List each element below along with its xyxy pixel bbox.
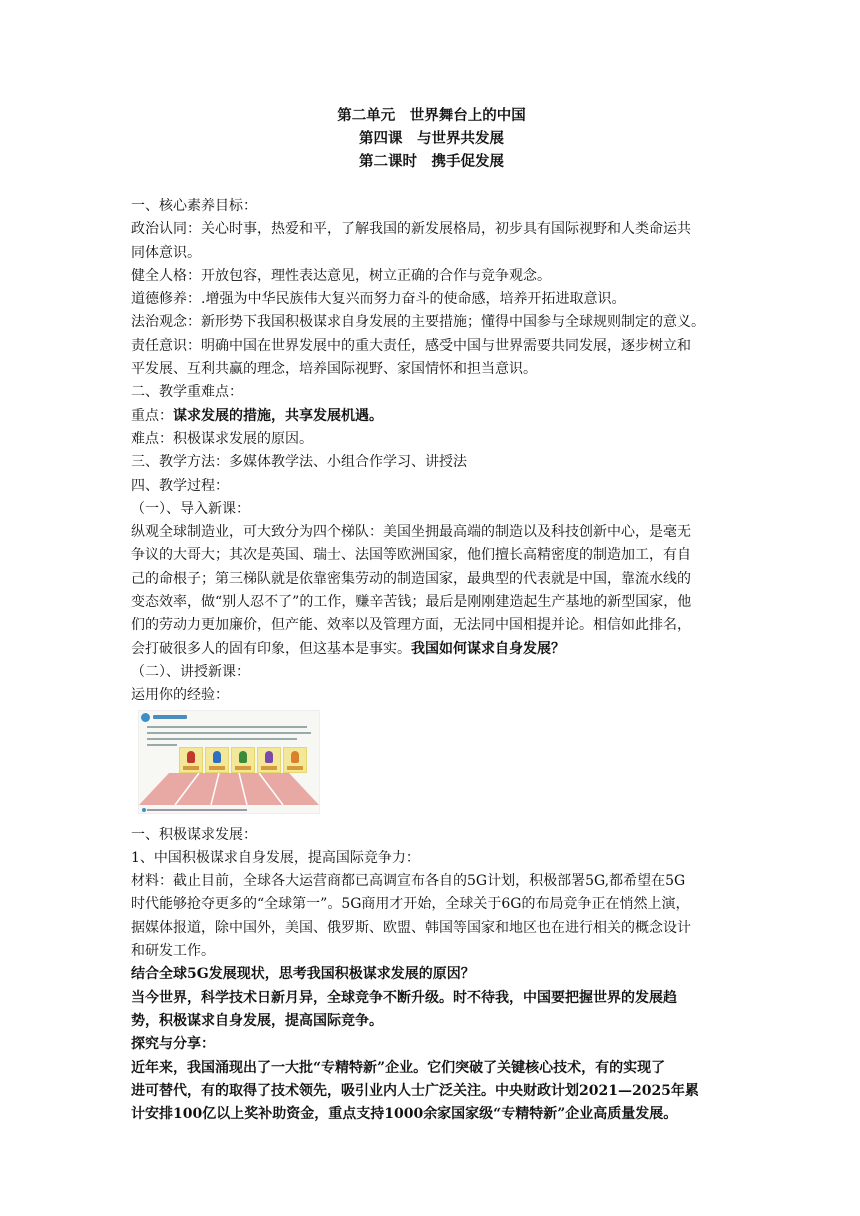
text-run: 和研发工作。 [131, 943, 215, 960]
text-run: 道德修养：.增强为中华民族伟大复兴而努力奋斗的使命感，培养开拓进取意识。 [131, 291, 626, 308]
text-line [131, 614, 732, 637]
text-line [131, 242, 732, 265]
text-line [131, 195, 732, 218]
body-text-after-figure [131, 824, 732, 1127]
runner-label [235, 766, 251, 770]
bold-text-run: 结合全球5G发展现状，思考我国积极谋求发展的原因？ [131, 966, 475, 983]
bold-text-run: 我国如何谋求自身发展？ [411, 640, 565, 657]
text-line [131, 870, 732, 893]
text-line [131, 893, 732, 916]
text-line [131, 521, 732, 544]
runner-figure-icon [265, 751, 273, 763]
bold-text-run: 探究与分享： [131, 1036, 215, 1053]
text-run: 们的劳动力更加廉价，但产能、效率以及管理方面，无法同中国相提并论。相信如此排名， [131, 617, 691, 634]
text-run: 据媒体报道，除中国外，美国、俄罗斯、欧盟、韩国等国家和地区也在进行相关的概念设计 [131, 919, 691, 936]
text-line [131, 824, 732, 847]
text-run: 重点： [131, 407, 173, 424]
text-line [131, 661, 732, 684]
document-titles [131, 104, 732, 173]
runner-tile [283, 747, 307, 773]
text-line [131, 335, 732, 358]
text-run: 会打破很多人的固有印象，但这基本是事实。 [131, 640, 411, 657]
bold-text-run: 势，积极谋求自身发展，提高国际竞争。 [131, 1012, 383, 1029]
text-run: 争议的大哥大；其次是英国、瑞士、法国等欧洲国家，他们擅长高精密度的制造加工，有自 [131, 547, 691, 564]
text-line [131, 475, 732, 498]
text-line [131, 544, 732, 567]
runner-figure-icon [187, 751, 195, 763]
text-run: 纵观全球制造业，可大致分为四个梯队：美国坐拥最高端的制造以及科技创新中心，是毫无 [131, 524, 691, 541]
experience-illustration [138, 710, 320, 814]
text-line [131, 591, 732, 614]
text-line [131, 940, 732, 963]
text-run: 二、教学重难点： [131, 384, 243, 401]
runner-figure-icon [239, 751, 247, 763]
text-run: 三、教学方法：多媒体教学法、小组合作学习、讲授法 [131, 454, 467, 471]
text-run: 难点：积极谋求发展的原因。 [131, 430, 313, 447]
runner-tile [231, 747, 255, 773]
running-track-graphic [139, 773, 319, 805]
text-line [131, 1033, 732, 1056]
text-run: 时代能够抢夺更多的“全球第一”。5G商用才开始，全球关于6G的布局竞争正在悄然上演， [131, 896, 690, 913]
figure-caption-icon [142, 808, 146, 812]
bold-text-run: 近年来，我国涌现出了一大批“专精特新”企业。它们突破了关键核心技术，有的实现了 [131, 1059, 666, 1076]
runner-label [261, 766, 277, 770]
text-line [131, 684, 732, 707]
runner-tile [179, 747, 203, 773]
figure-logo-icon [141, 713, 150, 722]
text-line [131, 218, 732, 241]
unit-title: 第二单元 世界舞台上的中国 [337, 107, 526, 124]
figure-text-line [147, 732, 311, 734]
runner-label [287, 766, 303, 770]
runner-figure-icon [213, 751, 221, 763]
text-line [131, 265, 732, 288]
text-run: 四、教学过程： [131, 477, 229, 494]
text-line [131, 917, 732, 940]
text-line [131, 963, 732, 986]
text-line [131, 1080, 732, 1103]
text-line [131, 1010, 732, 1033]
runner-figure-icon [291, 751, 299, 763]
text-line [131, 381, 732, 404]
text-run: 运用你的经验： [131, 687, 229, 704]
bold-text-run: 谋求发展的措施，共享发展机遇。 [173, 407, 383, 424]
runner-label [183, 766, 199, 770]
figure-runner-tiles [179, 747, 307, 773]
text-run: 同体意识。 [131, 244, 201, 261]
text-run: 一、积极谋求发展： [131, 826, 257, 843]
figure-text-line [147, 744, 177, 746]
text-line [131, 987, 732, 1010]
text-line [131, 568, 732, 591]
text-line [131, 847, 732, 870]
text-run: 平发展、互利共赢的理念，培养国际视野、家国情怀和担当意识。 [131, 361, 537, 378]
figure-caption-line [147, 809, 247, 811]
bold-text-run: 进可替代，有的取得了技术领先，吸引业内人士广泛关注。中央财政计划2021—2025年累 [131, 1082, 699, 1099]
text-run: 变态效率，做“别人忍不了”的工作，赚辛苦钱；最后是刚刚建造起生产基地的新型国家，他 [131, 594, 692, 611]
bold-text-run: 计安排100亿以上奖补助资金，重点支持1000余家国家级“专精特新”企业高质量发展。 [131, 1106, 678, 1123]
text-run: 健全人格：开放包容，理性表达意见，树立正确的合作与竞争观念。 [131, 267, 551, 284]
text-run: 己的命根子；第三梯队就是依靠密集劳动的制造国家，最典型的代表就是中国，靠流水线的 [131, 570, 691, 587]
text-line [131, 638, 732, 661]
text-run: 材料：截止目前，全球各大运营商都已高调宣布各自的5G计划，积极部署5G,都希望在5G [131, 873, 686, 890]
bold-text-run: 当今世界，科学技术日新月异，全球竞争不断升级。时不待我，中国要把握世界的发展趋 [131, 989, 677, 1006]
period-title: 第二课时 携手促发展 [359, 153, 504, 170]
text-line [131, 405, 732, 428]
text-run: 责任意识：明确中国在世界发展中的重大责任，感受中国与世界需要共同发展，逐步树立和 [131, 337, 691, 354]
text-line [131, 428, 732, 451]
text-run: （一）、导入新课： [131, 500, 250, 517]
figure-text-line [147, 738, 297, 740]
runner-tile [205, 747, 229, 773]
runner-tile [257, 747, 281, 773]
text-line [131, 288, 732, 311]
lesson-title: 第四课 与世界共发展 [359, 130, 504, 147]
text-run: （二）、讲授新课： [131, 663, 250, 680]
figure-header-bar [153, 715, 187, 719]
runner-label [209, 766, 225, 770]
figure-text-line [147, 726, 307, 728]
text-line [131, 1057, 732, 1080]
text-line [131, 358, 732, 381]
text-line [131, 498, 732, 521]
text-run: 法治观念：新形势下我国积极谋求自身发展的主要措施；懂得中国参与全球规则制定的意义。 [131, 314, 705, 331]
body-text-before-figure [131, 195, 732, 708]
text-line [131, 451, 732, 474]
text-line [131, 311, 732, 334]
text-run: 1、中国积极谋求自身发展，提高国际竞争力： [131, 849, 420, 866]
text-line [131, 1103, 732, 1126]
text-run: 政治认同：关心时事，热爱和平，了解我国的新发展格局，初步具有国际视野和人类命运共 [131, 221, 691, 238]
text-run: 一、核心素养目标： [131, 198, 257, 214]
